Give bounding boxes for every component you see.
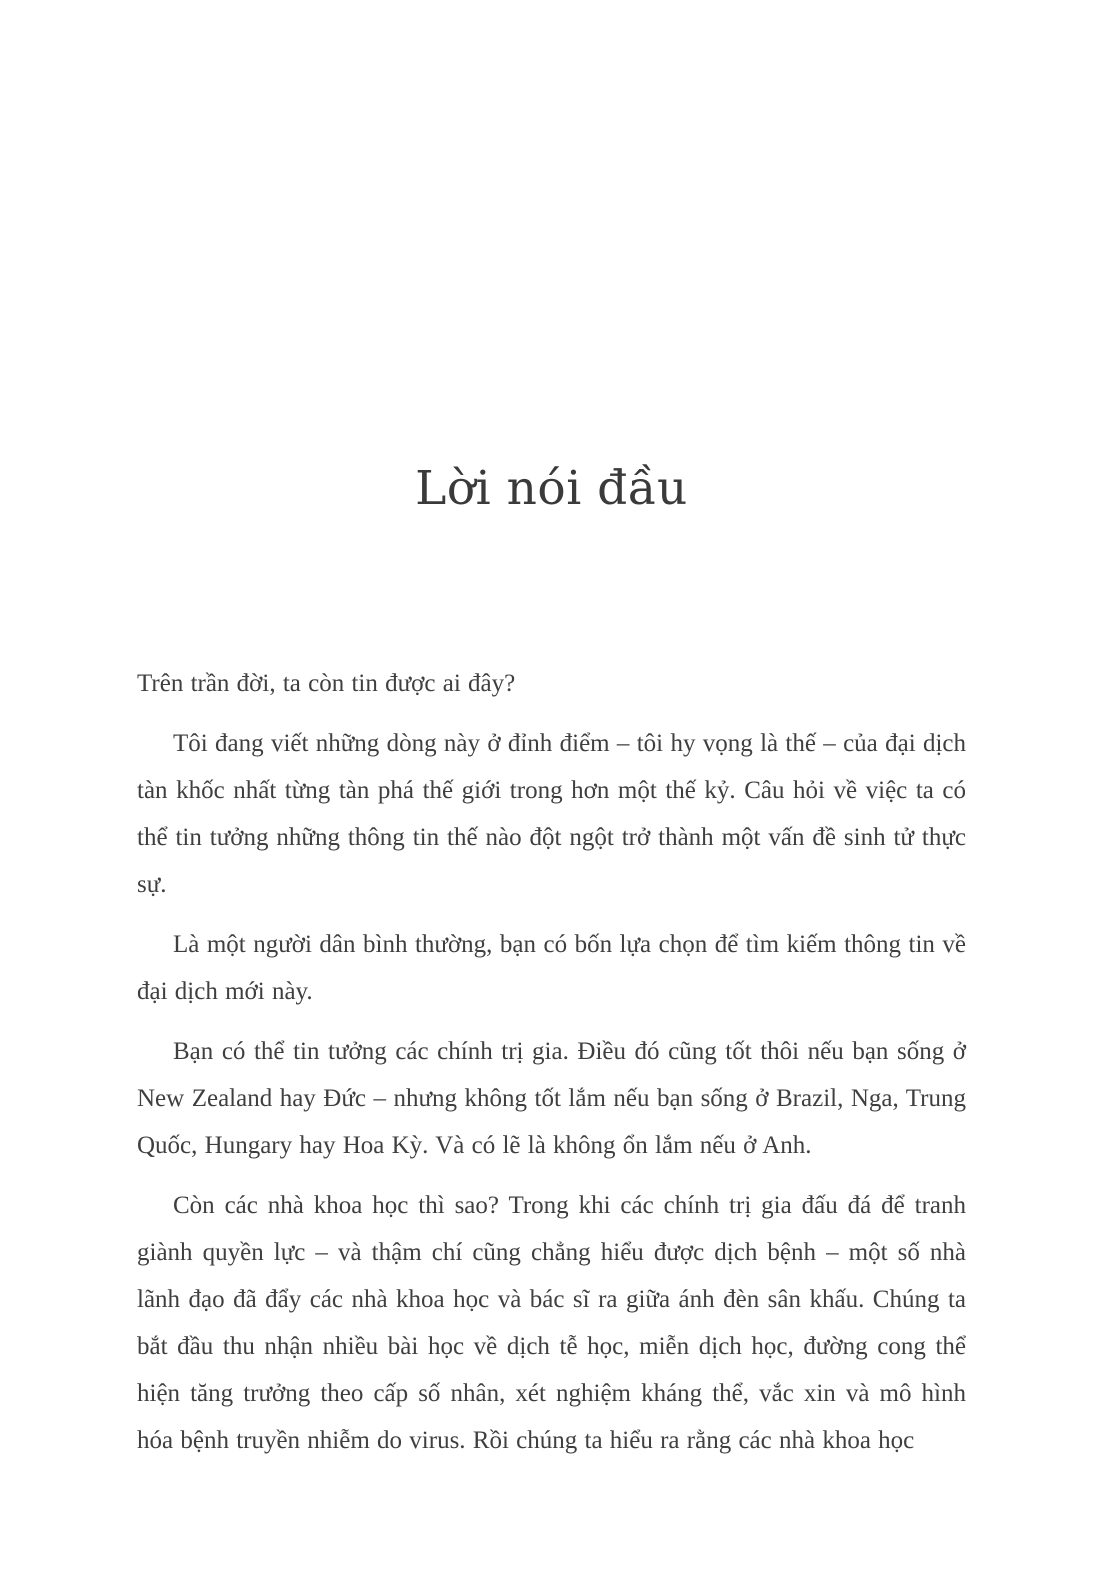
paragraph: Tôi đang viết những dòng này ở đỉnh điểm – tôi hy vọng là thế – của đại dịch tàn khốc nhất từng tàn phá thế giới trong hơn một thế kỷ. Câu hỏi về việc ta có thể tin tưởng những thông tin thế nào đột ngột trở thành một vấn đề sinh tử thực sự.	[137, 730, 966, 898]
paragraph: Còn các nhà khoa học thì sao? Trong khi các chính trị gia đấu đá để tranh giành quyền lực – và thậm chí cũng chẳng hiểu được dịch bệnh – một số nhà lãnh đạo đã đẩy các nhà khoa học và bác sĩ ra giữa ánh đèn sân khấu. Chúng ta bắt đầu thu nhận nhiều bài học về dịch tễ học, miễn dịch học, đường cong thể hiện tăng trưởng theo cấp số nhân, xét nghiệm kháng thể, vắc xin và mô hình hóa bệnh truyền nhiễm do virus. Rồi chúng ta hiểu ra rằng các nhà khoa học	[137, 1192, 966, 1454]
paragraph: Trên trần đời, ta còn tin được ai đây?	[137, 670, 516, 697]
paragraph: Bạn có thể tin tưởng các chính trị gia. Điều đó cũng tốt thôi nếu bạn sống ở New Zealand hay Đức – nhưng không tốt lắm nếu bạn sống ở Brazil, Nga, Trung Quốc, Hungary hay Hoa Kỳ. Và có lẽ là không ổn lắm nếu ở Anh.	[137, 1038, 966, 1159]
chapter-title: Lời nói đầu	[415, 461, 688, 516]
chapter-body	[137, 660, 966, 1464]
paragraph: Là một người dân bình thường, bạn có bốn lựa chọn để tìm kiếm thông tin về đại dịch mới này.	[137, 931, 966, 1005]
